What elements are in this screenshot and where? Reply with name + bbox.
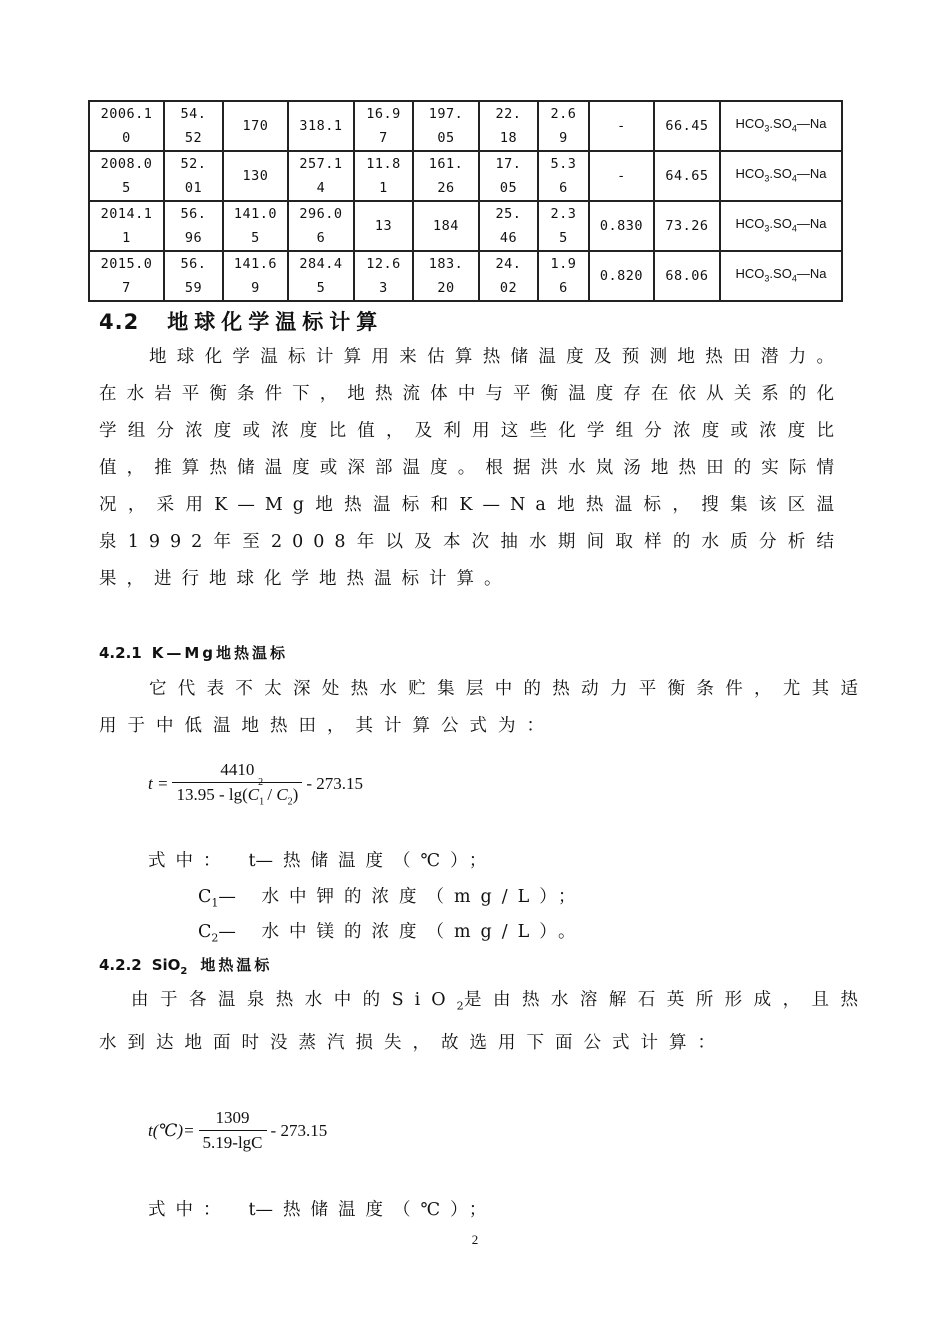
section-heading-4-2-1: [99, 642, 288, 663]
cell-text: 0.830: [599, 218, 644, 234]
cell-text: 05: [499, 180, 518, 196]
table-cell: [654, 151, 720, 201]
definition-text: — 水中镁的浓度（mg/L）。: [218, 922, 586, 942]
cell-text: 257.1: [299, 156, 343, 172]
cell-text: 52: [184, 130, 203, 146]
var-c2: C: [276, 785, 288, 804]
cell-text: 184: [433, 218, 459, 234]
water-type-part: 3: [764, 173, 770, 184]
table-cell: [288, 151, 354, 201]
cell-text: 2.6: [550, 106, 577, 122]
table-row: [89, 251, 842, 301]
water-type-part: 4: [791, 123, 797, 134]
water-type-part: —Na: [796, 215, 827, 231]
cell-text: 170: [242, 118, 269, 134]
definition-symbol: C: [198, 922, 212, 942]
definition-text: — 水中钾的浓度（mg/L）；: [218, 887, 586, 907]
water-type-cell: [720, 151, 842, 201]
water-type-part: .SO: [769, 165, 792, 181]
cell-text: 0.820: [599, 268, 644, 284]
table-cell: [89, 201, 164, 251]
table-cell: [538, 201, 589, 251]
water-type-part: 3: [764, 223, 770, 234]
var-c2-sub: 2: [287, 796, 293, 808]
paragraph-part-b: 是由热水溶解石英所形成，且热水到达地面时没蒸汽损失，故选用下面公式计算：: [99, 990, 870, 1053]
formula-sio2: [148, 1108, 327, 1153]
definition-symbol-sub: 1: [211, 896, 219, 910]
cell-text: 183.: [428, 256, 464, 272]
cell-text: 5: [559, 230, 568, 246]
water-type-part: —Na: [796, 115, 827, 131]
definition-lead: 式中：: [148, 1200, 231, 1220]
cell-text: 141.6: [233, 256, 278, 272]
water-type-part: —Na: [796, 165, 827, 181]
water-type-part: HCO: [735, 215, 765, 231]
cell-text: 4: [316, 180, 326, 196]
water-type-part: .SO: [769, 115, 792, 131]
formula-fraction: [199, 1108, 267, 1153]
cell-text: 26: [437, 180, 455, 196]
table-cell: [223, 251, 288, 301]
table-cell: [538, 251, 589, 301]
definition-c1: [198, 883, 586, 910]
var-c1: C: [247, 785, 260, 804]
table-cell: [538, 151, 589, 201]
section-number: 4.2.2: [99, 956, 142, 974]
cell-text: 05: [437, 130, 455, 146]
cell-text: 6: [316, 230, 326, 246]
water-type-part: 3: [764, 273, 770, 284]
formula-k-mg: [148, 760, 363, 807]
cell-text: 02: [499, 280, 518, 296]
definition-text: —热储温度（℃）；: [255, 851, 497, 871]
water-type-part: HCO: [735, 265, 765, 281]
table-cell: [164, 101, 223, 151]
denominator-prefix: 13.95 - lg(: [176, 785, 248, 804]
formula-numerator: 1309: [215, 1108, 250, 1127]
table-cell: [354, 151, 413, 201]
cell-text: 56.: [180, 206, 207, 222]
definition-symbol-sub: 2: [211, 931, 219, 945]
cell-text: 7: [122, 280, 131, 296]
table-cell: [164, 201, 223, 251]
water-type-part: 4: [791, 223, 797, 234]
formula-tail: - 273.15: [306, 773, 364, 793]
water-quality-table: [88, 100, 843, 302]
table-cell: [413, 201, 479, 251]
cell-text: 9: [251, 280, 260, 296]
section-heading-4-2: [99, 306, 383, 336]
table-cell: [479, 251, 538, 301]
table-cell: [479, 151, 538, 201]
definition-t-sio2: [148, 1196, 496, 1221]
cell-text: 141.0: [233, 206, 278, 222]
cell-text: 6: [559, 180, 568, 196]
cell-text: 2008.0: [100, 156, 153, 172]
cell-text: 16.9: [366, 106, 401, 122]
table-cell: [89, 151, 164, 201]
cell-text: 2006.1: [100, 106, 153, 122]
cell-text: 5: [122, 180, 131, 196]
definition-lead: 式中：: [148, 851, 231, 871]
cell-text: 1: [122, 230, 131, 246]
cell-text: 01: [184, 180, 203, 196]
formula-denominator: [172, 777, 302, 808]
definition-text: —热储温度（℃）；: [255, 1200, 497, 1220]
cell-text: 197.: [428, 106, 464, 122]
table-cell: [223, 151, 288, 201]
formula-numerator: 4410: [220, 760, 255, 779]
cell-text: 5.3: [550, 156, 577, 172]
water-type-part: .SO: [769, 265, 792, 281]
cell-text: 296.0: [299, 206, 343, 222]
cell-text: 59: [184, 280, 203, 296]
water-type-part: 4: [791, 173, 797, 184]
cell-text: 9: [559, 130, 568, 146]
table-cell: [354, 101, 413, 151]
table-cell: [654, 101, 720, 151]
water-type-part: HCO: [735, 115, 765, 131]
table-cell: [413, 151, 479, 201]
page-number: 2: [471, 1232, 479, 1247]
formula-lhs: t =: [148, 773, 169, 793]
paragraph-part-a: 由于各温泉热水中的SiO: [131, 990, 457, 1010]
table-cell: [288, 251, 354, 301]
table-cell: [479, 201, 538, 251]
definition-symbol: C: [198, 887, 212, 907]
section-title-post: 地热温标: [200, 956, 273, 974]
table-cell: [164, 251, 223, 301]
section-title: 地球化学温标计算: [167, 310, 384, 334]
cell-text: 17.: [495, 156, 522, 172]
table-row: [89, 101, 842, 151]
table-cell: [223, 101, 288, 151]
table-cell: [223, 201, 288, 251]
cell-text: 2015.0: [100, 256, 153, 272]
formula-fraction: [172, 760, 302, 807]
table-cell: [354, 201, 413, 251]
cell-text: 20: [437, 280, 455, 296]
table-cell: [89, 251, 164, 301]
table-cell: [413, 251, 479, 301]
section-number: 4.2: [99, 310, 140, 334]
formula-denominator: 5.19-lgC: [199, 1130, 267, 1153]
cell-text: 24.: [495, 256, 522, 272]
cell-text: 52.: [180, 156, 207, 172]
water-type-cell: [720, 251, 842, 301]
table-cell: [538, 101, 589, 151]
paragraph-geothermometer-intro: 地球化学温标计算用来估算热储温度及预测地热田潜力。在水岩平衡条件下，地热流体中与平衡温度存在依从关系的化学组分浓度或浓度比值，及利用这些化学组分浓度或浓度比值，推算热储温度或深部温度。根据洪水岚汤地热田的实际情况，采用K—Mg地热温标和K—Na地热温标，搜集该区温泉1992年至2008年以及本次抽水期间取样的水质分析结果，进行地球化学地热温标计算。: [99, 347, 844, 589]
cell-text: 284.4: [299, 256, 343, 272]
section-title-sub: 2: [180, 966, 191, 977]
section-number: 4.2.1: [99, 644, 142, 662]
paragraph-sub: 2: [456, 999, 464, 1013]
cell-text: -: [617, 118, 626, 134]
definition-c2: [198, 918, 586, 945]
section-title-pre: SiO: [151, 956, 181, 974]
cell-text: 64.65: [665, 168, 709, 184]
cell-text: 2.3: [550, 206, 577, 222]
section-title: K—Mg地热温标: [151, 644, 289, 662]
paragraph-sio2-description: [99, 982, 869, 1062]
cell-text: 18: [499, 130, 518, 146]
table-cell: [413, 101, 479, 151]
water-type-part: 4: [791, 273, 797, 284]
cell-text: 46: [499, 230, 518, 246]
water-type-cell: [720, 201, 842, 251]
table-cell: [589, 151, 654, 201]
paragraph-k-mg-description: 它代表不太深处热水贮集层中的热动力平衡条件，尤其适用于中低温地热田，其计算公式为：: [99, 679, 869, 736]
cell-text: 56.: [180, 256, 207, 272]
cell-text: 22.: [495, 106, 522, 122]
cell-text: 7: [379, 130, 388, 146]
table-cell: [288, 101, 354, 151]
cell-text: 54.: [180, 106, 207, 122]
cell-text: 12.6: [366, 256, 401, 272]
cell-text: 161.: [428, 156, 464, 172]
table-cell: [164, 151, 223, 201]
water-type-part: 3: [764, 123, 770, 134]
cell-text: 6: [559, 280, 568, 296]
cell-text: 96: [184, 230, 203, 246]
formula-lhs: t(℃)=: [148, 1120, 195, 1140]
water-type-part: HCO: [735, 165, 765, 181]
cell-text: 2014.1: [100, 206, 153, 222]
table-cell: [589, 101, 654, 151]
table-cell: [589, 201, 654, 251]
var-c1-sup: 2: [258, 777, 264, 789]
table-row: [89, 151, 842, 201]
table-cell: [654, 251, 720, 301]
cell-text: 0: [122, 130, 131, 146]
definition-t: [148, 847, 496, 872]
cell-text: 1: [379, 180, 388, 196]
cell-text: 1.9: [550, 256, 577, 272]
section-heading-4-2-2: [99, 954, 272, 977]
cell-text: 130: [242, 168, 269, 184]
var-c1-sub: 1: [259, 796, 265, 808]
table-cell: [354, 251, 413, 301]
cell-text: 5: [316, 280, 326, 296]
formula-tail: - 273.15: [270, 1120, 328, 1140]
water-type-cell: [720, 101, 842, 151]
cell-text: 73.26: [665, 218, 709, 234]
cell-text: 3: [379, 280, 388, 296]
table-cell: [654, 201, 720, 251]
table-cell: [589, 251, 654, 301]
cell-text: 68.06: [665, 268, 709, 284]
cell-text: 25.: [495, 206, 522, 222]
water-type-part: —Na: [796, 265, 827, 281]
cell-text: 5: [251, 230, 260, 246]
table-cell: [89, 101, 164, 151]
definition-symbol: t: [248, 851, 256, 871]
water-type-part: .SO: [769, 215, 792, 231]
cell-text: 66.45: [665, 118, 709, 134]
table-row: [89, 201, 842, 251]
table-cell: [479, 101, 538, 151]
table-cell: [288, 201, 354, 251]
denominator-suffix: ): [292, 785, 299, 804]
cell-text: 11.8: [366, 156, 401, 172]
cell-text: -: [617, 168, 626, 184]
cell-text: 318.1: [299, 118, 343, 134]
definition-symbol: t: [248, 1200, 256, 1220]
cell-text: 13: [374, 218, 393, 234]
slash: /: [263, 785, 277, 804]
